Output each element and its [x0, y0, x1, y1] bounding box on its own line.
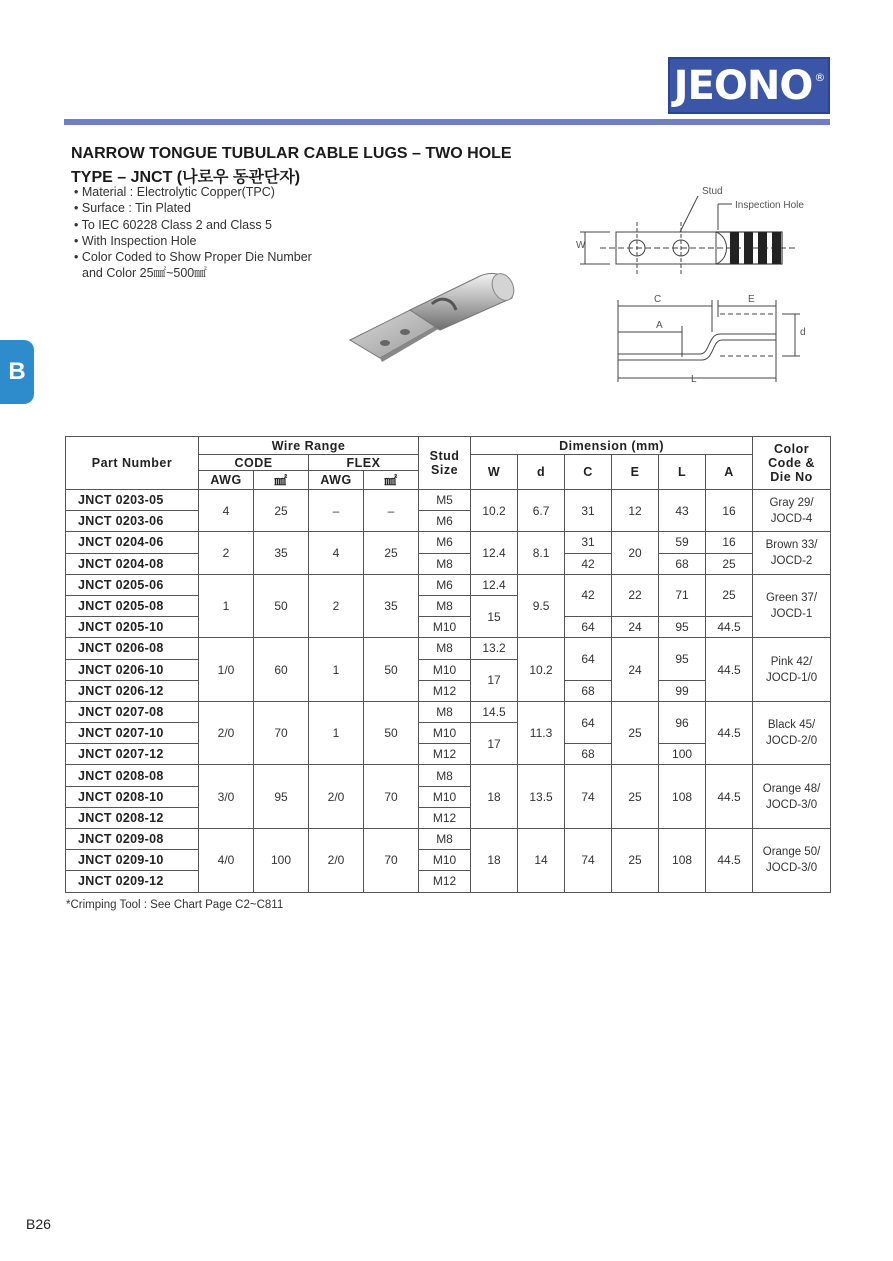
part-number: JNCT 0208-12: [66, 807, 199, 828]
part-number: JNCT 0206-12: [66, 680, 199, 701]
cell-flex-awg: –: [309, 490, 364, 532]
feature-item: • Color Coded to Show Proper Die Number: [74, 249, 312, 265]
part-number: JNCT 0209-10: [66, 850, 199, 871]
cell-d: 8.1: [518, 532, 565, 574]
cell-flex-mm2: –: [364, 490, 419, 532]
table-row: [66, 532, 831, 553]
cell-stud: M6: [419, 511, 471, 532]
part-number: JNCT 0204-08: [66, 553, 199, 574]
label-w: W: [576, 240, 586, 251]
cell-c: 74: [565, 765, 612, 829]
header-flex-awg: AWG: [309, 471, 364, 490]
cell-w: 13.2: [471, 638, 518, 659]
cell-c: 42: [565, 574, 612, 616]
cell-l: 96: [659, 701, 706, 743]
feature-item: • To IEC 60228 Class 2 and Class 5: [74, 217, 312, 233]
cell-stud: M5: [419, 490, 471, 511]
part-number: JNCT 0205-10: [66, 617, 199, 638]
cell-l: 43: [659, 490, 706, 532]
cell-c: 74: [565, 829, 612, 893]
cell-stud: M12: [419, 871, 471, 892]
cell-color-code: Pink 42/ JOCD-1/0: [753, 638, 831, 702]
cell-e: 22: [612, 574, 659, 616]
cell-a: 44.5: [706, 765, 753, 829]
feature-item-continued: and Color 25㎟~500㎟: [82, 266, 207, 281]
header-flex: FLEX: [309, 455, 419, 471]
cell-l: 95: [659, 617, 706, 638]
cell-stud: M12: [419, 744, 471, 765]
part-number: JNCT 0207-10: [66, 723, 199, 744]
part-number: JNCT 0203-05: [66, 490, 199, 511]
cell-w: 10.2: [471, 490, 518, 532]
cell-e: 24: [612, 617, 659, 638]
cell-flex-mm2: 70: [364, 829, 419, 893]
dimension-diagram: [570, 182, 830, 392]
header-w: W: [471, 455, 518, 490]
registered-mark: ®: [814, 71, 825, 84]
feature-item: • Material : Electrolytic Copper(TPC): [74, 184, 312, 200]
brand-logo: [668, 57, 830, 114]
cell-c: 64: [565, 638, 612, 680]
header-wire-range: Wire Range: [199, 437, 419, 455]
cell-l: 100: [659, 744, 706, 765]
cell-code-awg: 3/0: [199, 765, 254, 829]
cell-flex-mm2: 35: [364, 574, 419, 638]
table-row: [66, 553, 831, 574]
cell-code-awg: 4: [199, 490, 254, 532]
part-number: JNCT 0208-08: [66, 765, 199, 786]
cell-code-mm2: 35: [254, 532, 309, 574]
cell-stud: M8: [419, 638, 471, 659]
cell-flex-mm2: 50: [364, 638, 419, 702]
cell-code-awg: 2: [199, 532, 254, 574]
cell-color-code: Brown 33/ JOCD-2: [753, 532, 831, 574]
part-number: JNCT 0206-10: [66, 659, 199, 680]
cell-flex-mm2: 50: [364, 701, 419, 765]
page-title: NARROW TONGUE TUBULAR CABLE LUGS – TWO HOLE: [71, 145, 512, 162]
cell-a: 25: [706, 553, 753, 574]
brand-name: JEONO: [673, 62, 813, 109]
cell-stud: M12: [419, 680, 471, 701]
label-d: d: [800, 327, 806, 338]
cell-flex-awg: 4: [309, 532, 364, 574]
part-number: JNCT 0205-08: [66, 595, 199, 616]
cell-a: 25: [706, 574, 753, 616]
part-number: JNCT 0209-12: [66, 871, 199, 892]
cell-code-awg: 1: [199, 574, 254, 638]
cell-d: 11.3: [518, 701, 565, 765]
cell-code-awg: 1/0: [199, 638, 254, 702]
cell-color-code: Orange 48/ JOCD-3/0: [753, 765, 831, 829]
feature-item: • Surface : Tin Plated: [74, 200, 312, 216]
cell-a: 44.5: [706, 829, 753, 893]
label-c: C: [654, 294, 662, 305]
cell-stud: M8: [419, 765, 471, 786]
table-row: [66, 617, 831, 638]
cell-stud: M6: [419, 532, 471, 553]
cell-a: 16: [706, 532, 753, 553]
header-a: A: [706, 455, 753, 490]
cell-l: 99: [659, 680, 706, 701]
cell-flex-mm2: 70: [364, 765, 419, 829]
cell-d: 13.5: [518, 765, 565, 829]
header-code: CODE: [199, 455, 309, 471]
table-row: [66, 701, 831, 722]
page-subtitle: TYPE – JNCT (나로우 동관단자): [71, 169, 301, 186]
header-code-awg: AWG: [199, 471, 254, 490]
cell-stud: M10: [419, 617, 471, 638]
cell-color-code: Orange 50/ JOCD-3/0: [753, 829, 831, 893]
cell-c: 64: [565, 617, 612, 638]
cell-l: 59: [659, 532, 706, 553]
header-c: C: [565, 455, 612, 490]
cell-stud: M8: [419, 595, 471, 616]
cell-code-awg: 4/0: [199, 829, 254, 893]
cell-flex-awg: 1: [309, 638, 364, 702]
cell-d: 14: [518, 829, 565, 893]
spec-table: [65, 436, 831, 893]
cell-a: 16: [706, 490, 753, 532]
cell-flex-awg: 1: [309, 701, 364, 765]
cell-stud: M10: [419, 850, 471, 871]
cell-w: 15: [471, 595, 518, 637]
header-e: E: [612, 455, 659, 490]
header-rule: [64, 119, 830, 125]
part-number: JNCT 0209-08: [66, 829, 199, 850]
cell-w: 12.4: [471, 574, 518, 595]
part-number: JNCT 0203-06: [66, 511, 199, 532]
cell-flex-awg: 2: [309, 574, 364, 638]
header-d: d: [518, 455, 565, 490]
cell-stud: M10: [419, 786, 471, 807]
cell-color-code: Gray 29/ JOCD-4: [753, 490, 831, 532]
header-stud-size: Stud Size: [419, 437, 471, 490]
cell-flex-mm2: 25: [364, 532, 419, 574]
cell-stud: M10: [419, 659, 471, 680]
table-row: [66, 490, 831, 511]
cell-w: 17: [471, 723, 518, 765]
cell-flex-awg: 2/0: [309, 765, 364, 829]
cell-l: 108: [659, 829, 706, 893]
cell-flex-awg: 2/0: [309, 829, 364, 893]
cell-code-mm2: 25: [254, 490, 309, 532]
table-row: [66, 574, 831, 595]
cell-l: 108: [659, 765, 706, 829]
cell-l: 71: [659, 574, 706, 616]
cell-e: 25: [612, 765, 659, 829]
cell-c: 68: [565, 680, 612, 701]
table-row: [66, 829, 831, 850]
cell-e: 20: [612, 532, 659, 574]
cell-c: 68: [565, 744, 612, 765]
label-e: E: [748, 294, 755, 305]
cell-d: 9.5: [518, 574, 565, 638]
cell-color-code: Green 37/ JOCD-1: [753, 574, 831, 638]
cell-c: 42: [565, 553, 612, 574]
cell-e: 24: [612, 638, 659, 702]
cell-stud: M8: [419, 701, 471, 722]
cell-code-awg: 2/0: [199, 701, 254, 765]
section-tab: B: [0, 340, 34, 404]
cell-w: 18: [471, 829, 518, 893]
label-inspection-hole: Inspection Hole: [735, 200, 804, 211]
cell-stud: M12: [419, 807, 471, 828]
cell-d: 6.7: [518, 490, 565, 532]
cell-d: 10.2: [518, 638, 565, 702]
cell-a: 44.5: [706, 701, 753, 765]
cell-c: 31: [565, 490, 612, 532]
cell-l: 95: [659, 638, 706, 680]
header-color-code: Color Code & Die No: [753, 437, 831, 490]
table-row: [66, 765, 831, 786]
header-code-mm2: ㎟: [254, 471, 309, 490]
cell-stud: M6: [419, 574, 471, 595]
cell-a: 44.5: [706, 617, 753, 638]
cell-w: 14.5: [471, 701, 518, 722]
label-stud: Stud: [702, 186, 723, 197]
part-number: JNCT 0207-08: [66, 701, 199, 722]
header-l: L: [659, 455, 706, 490]
cell-e: 12: [612, 490, 659, 532]
cell-stud: M8: [419, 553, 471, 574]
cell-code-mm2: 50: [254, 574, 309, 638]
part-number: JNCT 0205-06: [66, 574, 199, 595]
header-flex-mm2: ㎟: [364, 471, 419, 490]
part-number: JNCT 0207-12: [66, 744, 199, 765]
label-l: L: [691, 374, 697, 385]
part-number: JNCT 0204-06: [66, 532, 199, 553]
cell-code-mm2: 60: [254, 638, 309, 702]
cell-code-mm2: 70: [254, 701, 309, 765]
cell-c: 31: [565, 532, 612, 553]
label-a: A: [656, 320, 663, 331]
crimping-tool-note: *Crimping Tool : See Chart Page C2~C811: [66, 899, 284, 911]
cell-w: 18: [471, 765, 518, 829]
part-number: JNCT 0206-08: [66, 638, 199, 659]
header-dimension: Dimension (mm): [471, 437, 753, 455]
cell-stud: M10: [419, 723, 471, 744]
cell-w: 17: [471, 659, 518, 701]
cell-color-code: Black 45/ JOCD-2/0: [753, 701, 831, 765]
cell-stud: M8: [419, 829, 471, 850]
table-row: [66, 638, 831, 659]
part-number: JNCT 0208-10: [66, 786, 199, 807]
cell-e: 25: [612, 829, 659, 893]
cell-a: 44.5: [706, 638, 753, 702]
cell-e: 25: [612, 701, 659, 765]
cable-lug-photo: [340, 268, 540, 368]
feature-list: [74, 184, 312, 282]
cell-code-mm2: 100: [254, 829, 309, 893]
cell-w: 12.4: [471, 532, 518, 574]
cell-code-mm2: 95: [254, 765, 309, 829]
cell-c: 64: [565, 701, 612, 743]
cell-l: 68: [659, 553, 706, 574]
feature-item: • With Inspection Hole: [74, 233, 312, 249]
header-part-number: Part Number: [66, 437, 199, 490]
page-number: B26: [26, 1216, 51, 1232]
